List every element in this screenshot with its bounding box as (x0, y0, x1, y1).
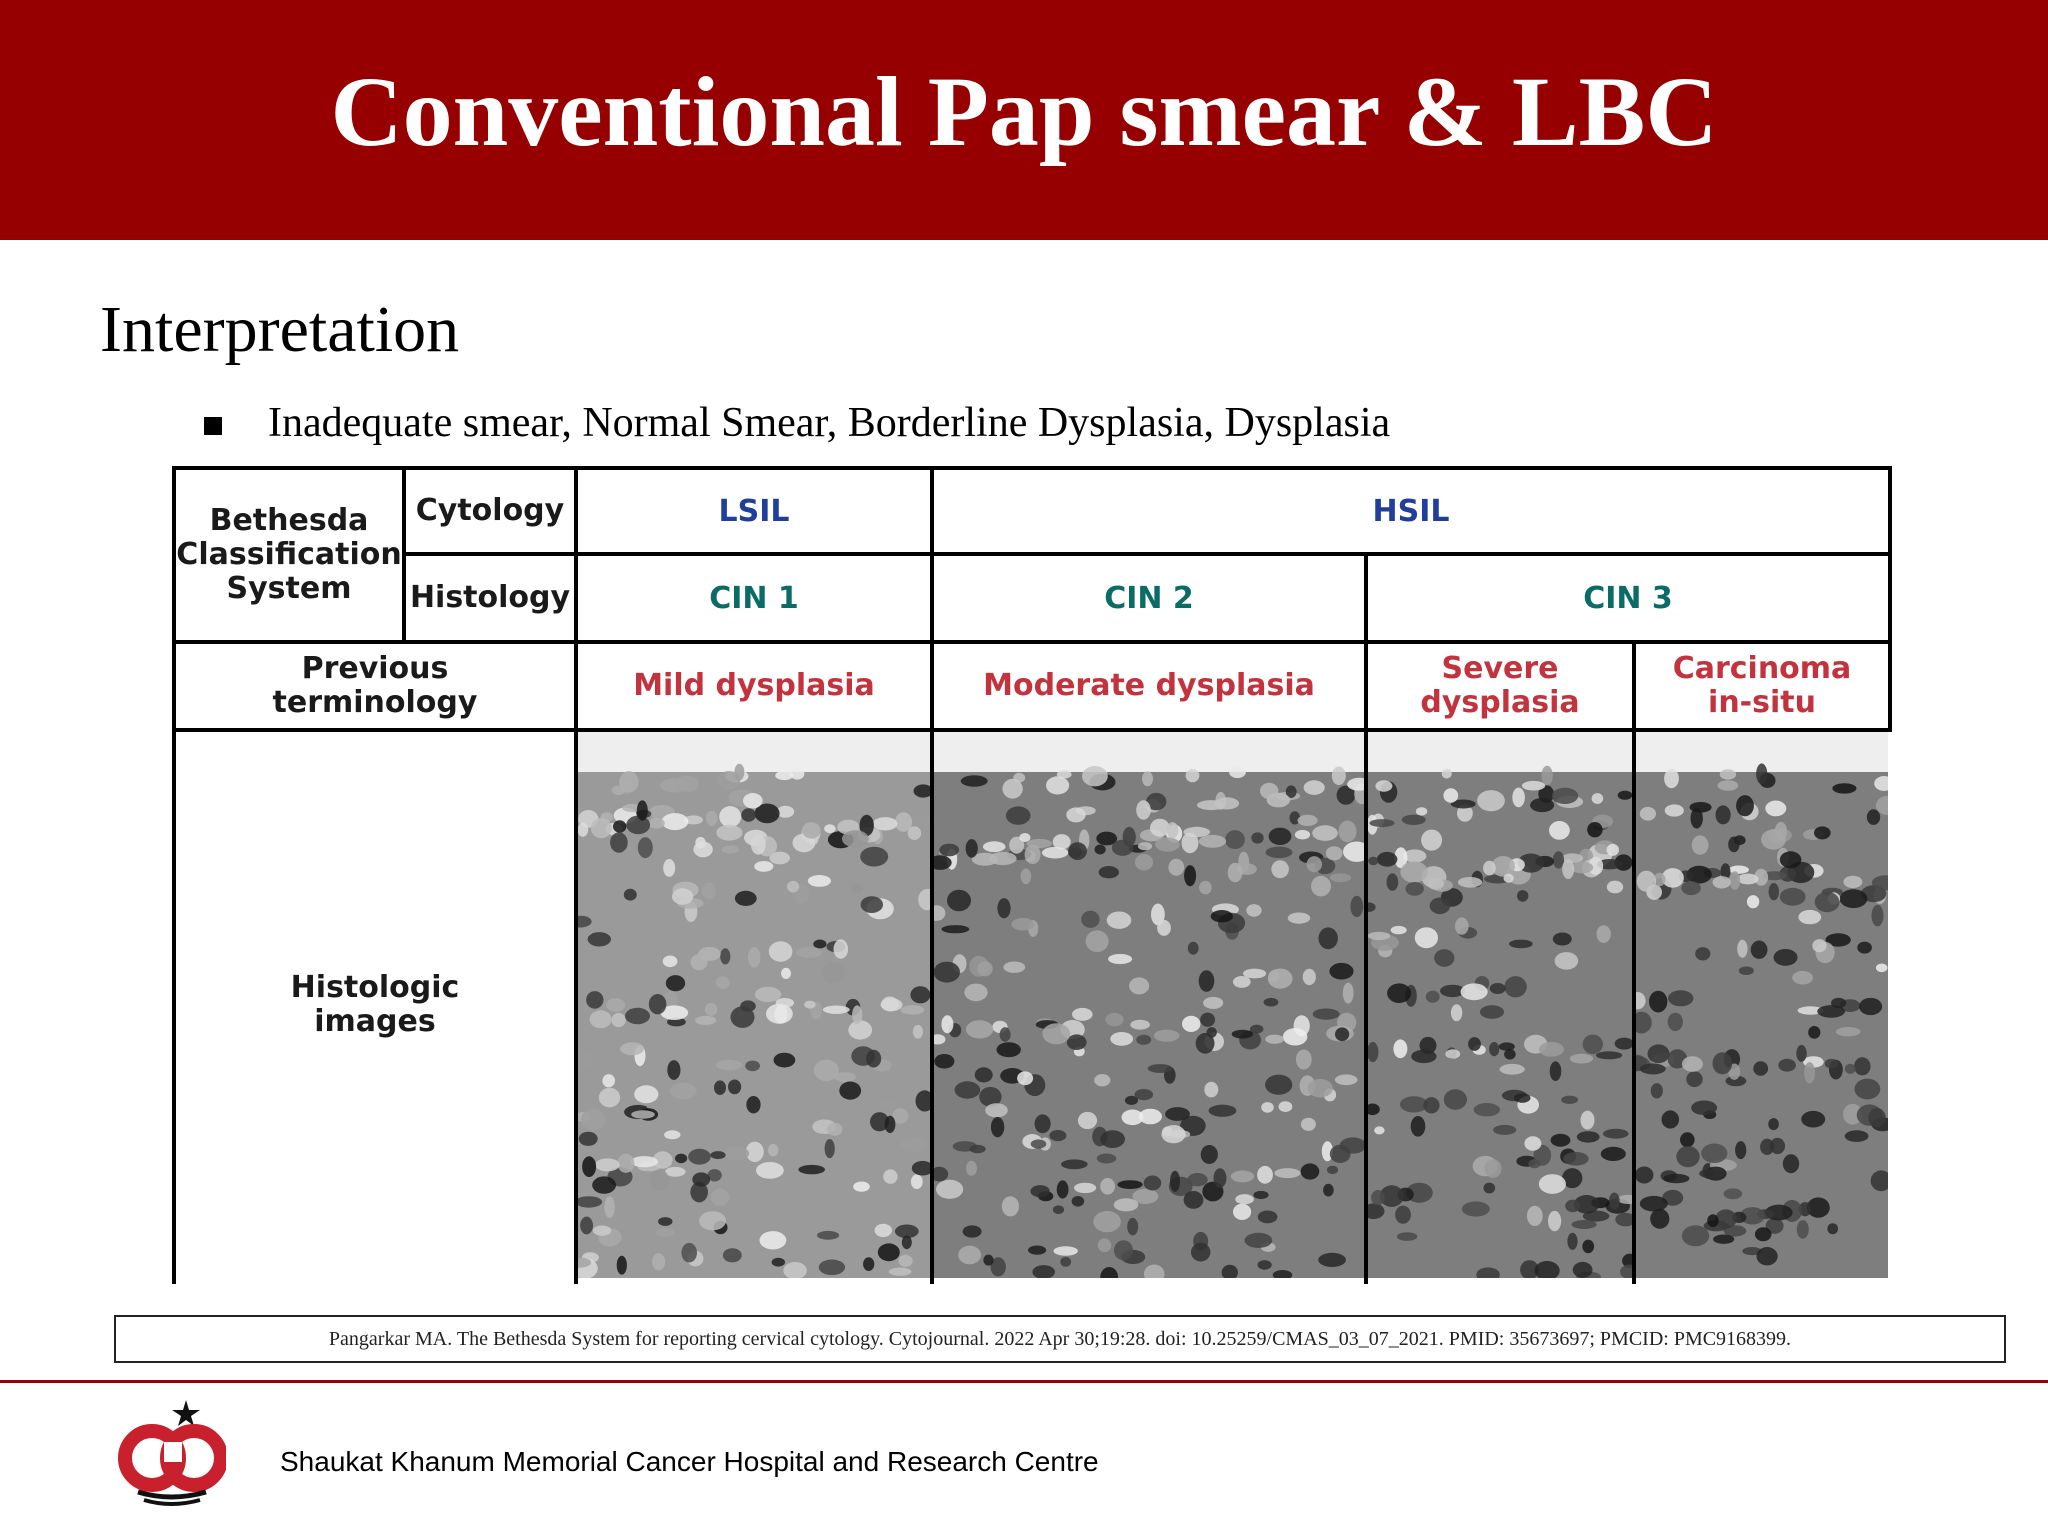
bullet-text: Inadequate smear, Normal Smear, Borderline Dysplasia, Dysplasia (268, 400, 1391, 446)
table-border-left (172, 466, 176, 1284)
terminology-carcinoma: Carcinoma in-situ (1672, 651, 1852, 720)
cytology-hsil: HSIL (1372, 493, 1450, 529)
bethesda-classification-figure (172, 466, 1892, 1284)
title-banner (0, 0, 2048, 240)
table-divider-col1 (402, 466, 406, 644)
terminology-mild: Mild dysplasia (633, 668, 875, 703)
histology-cin3: CIN 3 (1583, 580, 1673, 616)
citation-text: Pangarkar MA. The Bethesda System for reporting cervical cytology. Cytojournal. 2022 Apr 30;19:28. doi: 10.25259/CMAS_03_07_2021. PMID: 35673697; PMCID: PMC9168399. (328, 1327, 1792, 1350)
table-border-top (172, 466, 1892, 470)
terminology-moderate: Moderate dysplasia (983, 668, 1315, 703)
square-bullet-icon (204, 417, 222, 435)
histology-row-label: Histology (409, 580, 571, 615)
histology-image-cin1 (578, 732, 930, 1278)
organization-name: Shaukat Khanum Memorial Cancer Hospital and Research Centre (280, 1446, 1099, 1477)
terminology-severe: Severe dysplasia (1420, 651, 1580, 720)
histology-image-severe (1368, 732, 1632, 1278)
previous-terminology-label: Previous terminology (272, 651, 478, 720)
system-label-cell: Bethesda Classification System (176, 503, 402, 606)
histology-image-cin2 (934, 732, 1364, 1278)
cytology-row-label: Cytology (415, 493, 565, 528)
hospital-logo-icon (116, 1398, 226, 1508)
table-divider-col3 (930, 466, 934, 1284)
slide-title: Conventional Pap smear & LBC (330, 56, 1718, 167)
section-heading: Interpretation (100, 293, 460, 366)
histology-cin2: CIN 2 (1104, 580, 1194, 616)
table-divider-row1 (402, 552, 1892, 556)
footer-divider (0, 1380, 2048, 1383)
histology-image-carcinoma (1636, 732, 1888, 1278)
histologic-images-label: Histologic images (290, 970, 460, 1039)
table-divider-col2 (574, 466, 578, 1284)
table-divider-col4 (1364, 552, 1368, 1284)
cytology-lsil: LSIL (718, 493, 790, 529)
citation-box (114, 1315, 2006, 1363)
table-divider-col5 (1632, 640, 1636, 1284)
table-border-right (1888, 466, 1892, 728)
histology-cin1: CIN 1 (709, 580, 799, 616)
